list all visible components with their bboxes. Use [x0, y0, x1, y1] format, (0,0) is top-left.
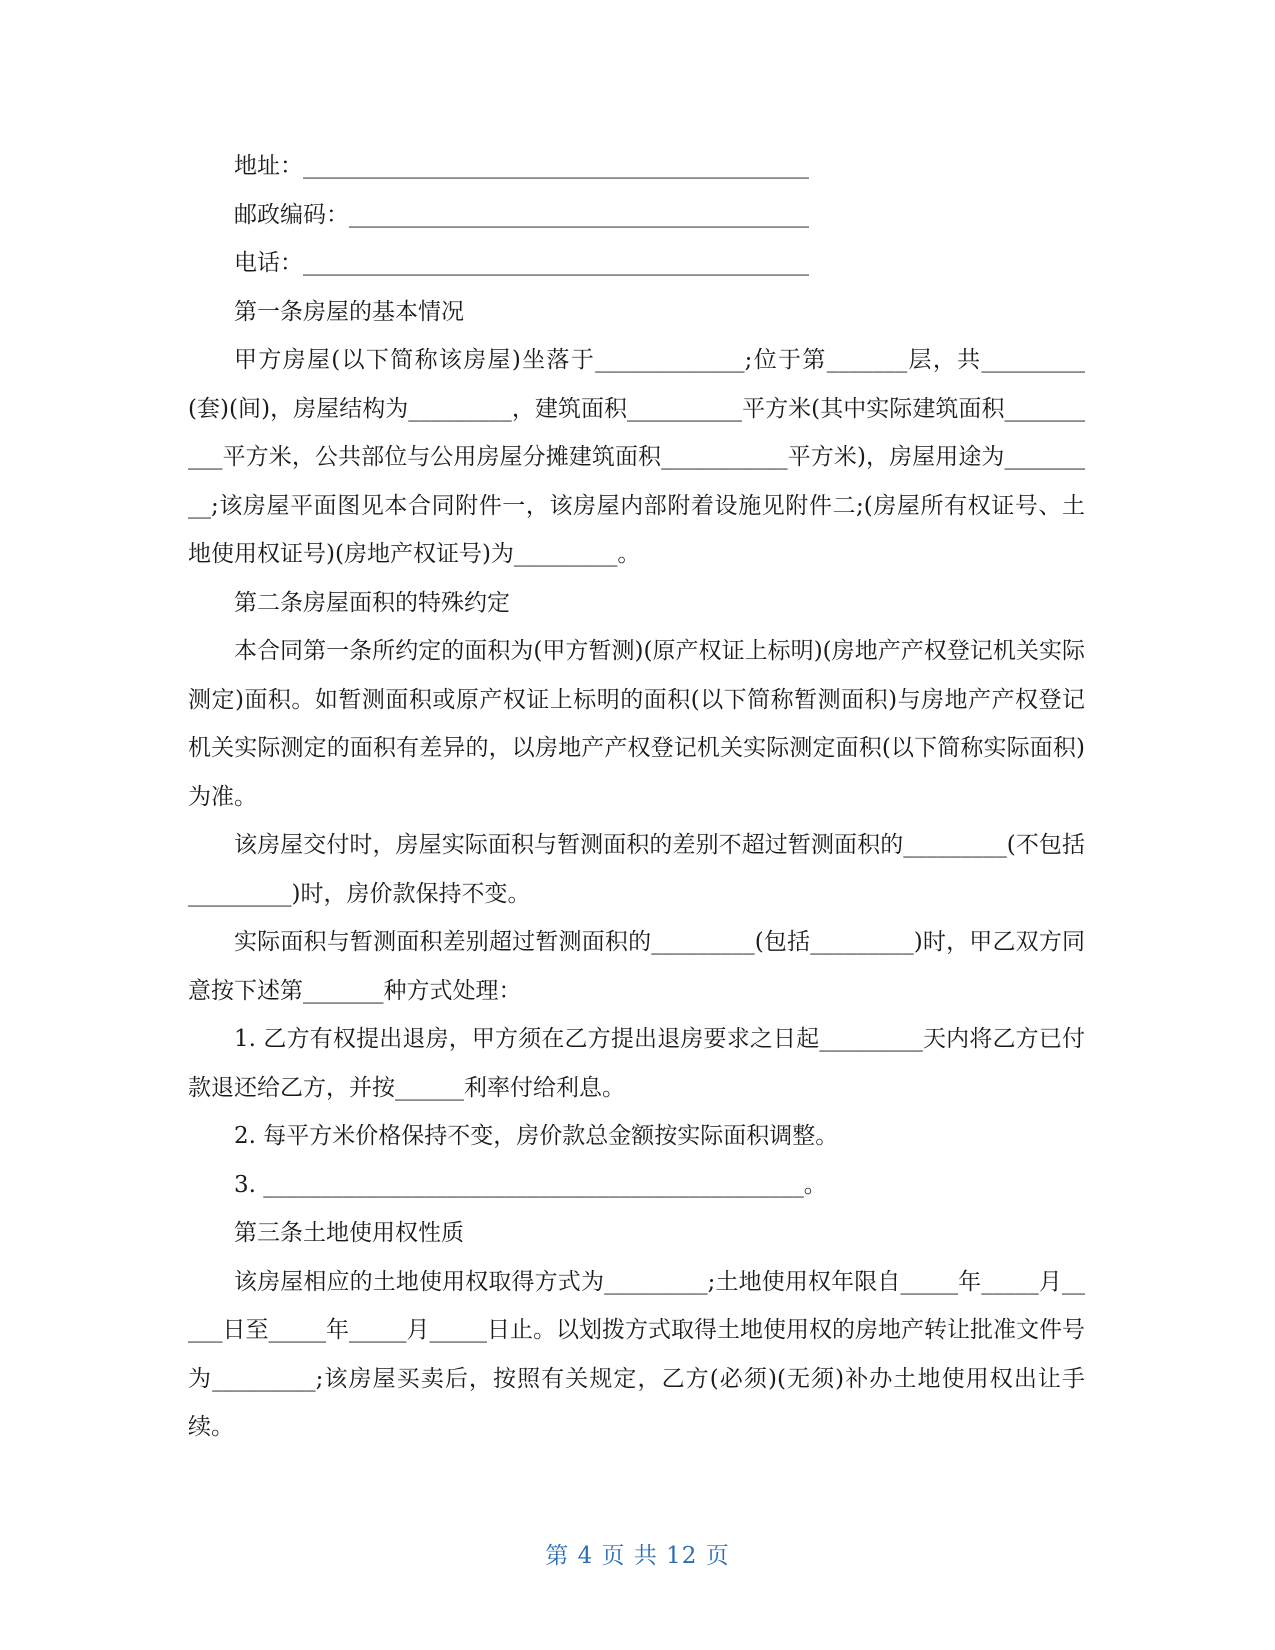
- article-1-heading: 第一条房屋的基本情况: [234, 298, 464, 325]
- document-body: [188, 142, 1085, 1452]
- page-number-footer: 第 4 页 共 12 页: [545, 1543, 730, 1569]
- article-1-body: 甲方房屋(以下简称该房屋)坐落于_____________;位于第_______层，共_________(套)(间)，房屋结构为_________，建筑面积__________平方米(其中实际建筑面积__________平方米，公共部位与公用房屋分摊建筑面积___________平方米)，房屋用途为_________;该房屋平面图见本合同附件一，该房屋内部附着设施见附件二;(房屋所有权证号、土地使用权证号)(房地产权证号)为_________。: [188, 347, 1085, 567]
- article-3-body: 该房屋相应的土地使用权取得方式为_________;土地使用权年限自_____年_____月_____日至_____年_____月_____日止。以划拨方式取得土地使用权的房地产转让批准文件号为_________;该房屋买卖后，按照有关规定，乙方(必须)(无须)补办土地使用权出让手续。: [188, 1268, 1085, 1440]
- article-3-heading: 第三条土地使用权性质: [234, 1220, 464, 1246]
- postal-code-line: 邮政编码：________________________________________: [234, 201, 809, 228]
- phone-line: 电话：____________________________________________: [234, 250, 809, 276]
- article-2-clause-delivery: 该房屋交付时，房屋实际面积与暂测面积的差别不超过暂测面积的_________(不包括_________)时，房价款保持不变。: [188, 832, 1085, 907]
- address-line: 地址：____________________________________________: [234, 153, 809, 179]
- article-2-body: 本合同第一条所约定的面积为(甲方暂测)(原产权证上标明)(房地产产权登记机关实际测定)面积。如暂测面积或原产权证上标明的面积(以下简称暂测面积)与房地产产权登记机关实际测定的面积有差异的，以房地产产权登记机关实际测定面积(以下简称实际面积)为准。: [188, 638, 1085, 810]
- article-2-heading: 第二条房屋面积的特殊约定: [234, 589, 510, 616]
- article-2-clause-exceed: 实际面积与暂测面积差别超过暂测面积的_________(包括_________)时，甲乙双方同意按下述第_______种方式处理：: [188, 929, 1085, 1004]
- option-3: 3. _______________________________________________。: [234, 1171, 827, 1198]
- option-1: 1. 乙方有权提出退房，甲方须在乙方提出退房要求之日起_________天内将乙方已付款退还给乙方，并按______利率付给利息。: [188, 1026, 1085, 1101]
- option-2: 2. 每平方米价格保持不变，房价款总金额按实际面积调整。: [234, 1123, 839, 1149]
